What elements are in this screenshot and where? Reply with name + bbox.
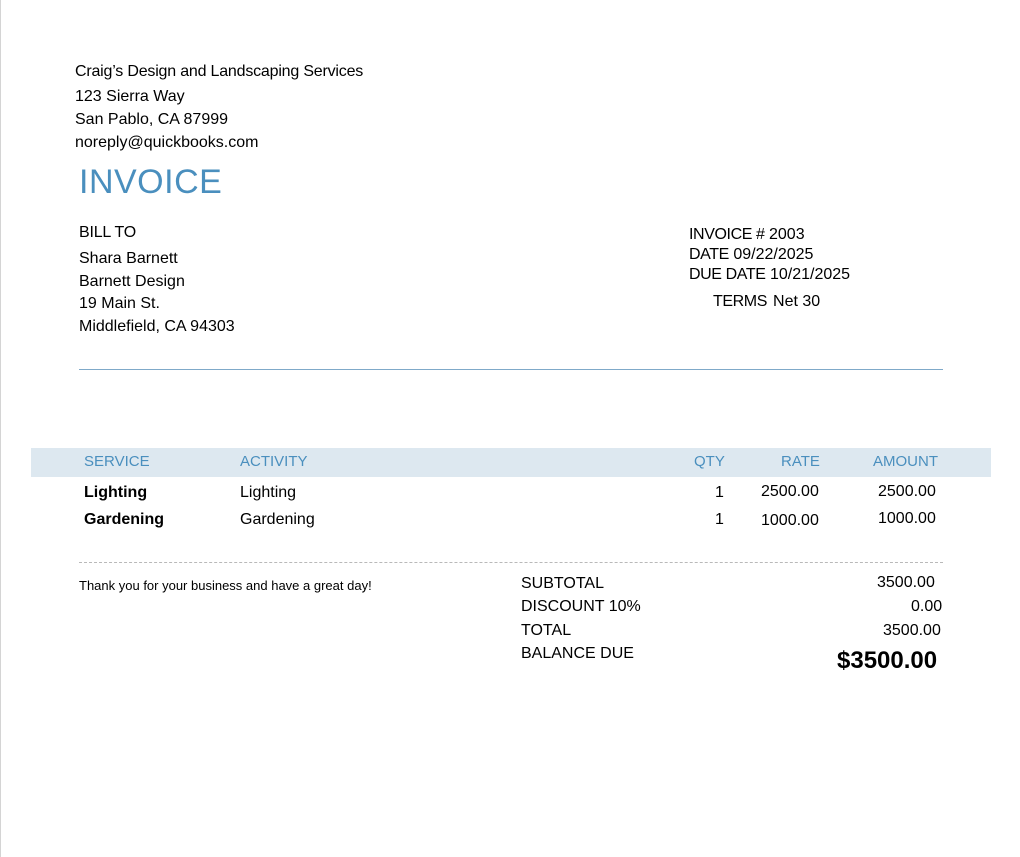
- thank-you-note: Thank you for your business and have a great day!: [79, 578, 372, 593]
- terms-row: [713, 293, 820, 311]
- row-rate: 2500.00: [761, 483, 819, 500]
- total-label: TOTAL: [521, 622, 572, 639]
- column-header-amount: AMOUNT: [873, 453, 938, 470]
- due-date-value: 10/21/2025: [769, 266, 851, 283]
- company-address-line2: San Pablo, CA 87999: [75, 111, 229, 128]
- company-address-line1: 123 Sierra Way: [75, 88, 185, 105]
- row-amount: 1000.00: [878, 510, 936, 527]
- row-qty: 1: [715, 511, 724, 528]
- row-activity: Lighting: [240, 484, 297, 501]
- company-email: noreply@quickbooks.com: [75, 134, 259, 151]
- company-name: Craig’s Design and Landscaping Services: [75, 63, 364, 80]
- row-activity: Gardening: [240, 511, 315, 528]
- bill-to-name: Shara Barnett: [79, 250, 178, 267]
- column-header-rate: RATE: [781, 453, 820, 470]
- page-edge: [0, 0, 1, 857]
- row-service: Lighting: [84, 484, 148, 501]
- row-qty: 1: [715, 484, 724, 501]
- bill-to-company: Barnett Design: [79, 273, 185, 290]
- subtotal-value: 3500.00: [877, 574, 935, 591]
- invoice-number-value: 2003: [769, 226, 805, 243]
- invoice-date-row: [689, 246, 813, 264]
- header-divider: [79, 369, 943, 370]
- table-header-band: [31, 448, 991, 477]
- invoice-number-label: INVOICE #: [689, 226, 765, 243]
- bill-to-street: 19 Main St.: [79, 295, 160, 312]
- table-footer-divider: [79, 562, 943, 563]
- invoice-number-row: [689, 226, 805, 244]
- column-header-activity: ACTIVITY: [240, 453, 308, 470]
- subtotal-label: SUBTOTAL: [521, 575, 604, 592]
- terms-label: TERMS: [713, 293, 768, 310]
- total-value: 3500.00: [883, 622, 941, 639]
- balance-due-value: $3500.00: [837, 647, 938, 674]
- invoice-date-value: 09/22/2025: [733, 246, 814, 263]
- row-rate: 1000.00: [761, 512, 819, 529]
- column-header-service: SERVICE: [84, 453, 150, 470]
- column-header-qty: QTY: [694, 453, 725, 470]
- balance-due-label: BALANCE DUE: [521, 645, 634, 662]
- row-amount: 2500.00: [878, 483, 936, 500]
- due-date-label: DUE DATE: [689, 266, 766, 283]
- due-date-row: [689, 266, 850, 284]
- terms-value: Net 30: [773, 293, 821, 310]
- document-title: INVOICE: [79, 163, 223, 201]
- discount-value: 0.00: [911, 598, 943, 615]
- invoice-date-label: DATE: [689, 246, 729, 263]
- bill-to-heading: BILL TO: [79, 224, 137, 241]
- bill-to-city: Middlefield, CA 94303: [79, 318, 235, 335]
- discount-label: DISCOUNT 10%: [521, 598, 641, 615]
- row-service: Gardening: [84, 511, 165, 528]
